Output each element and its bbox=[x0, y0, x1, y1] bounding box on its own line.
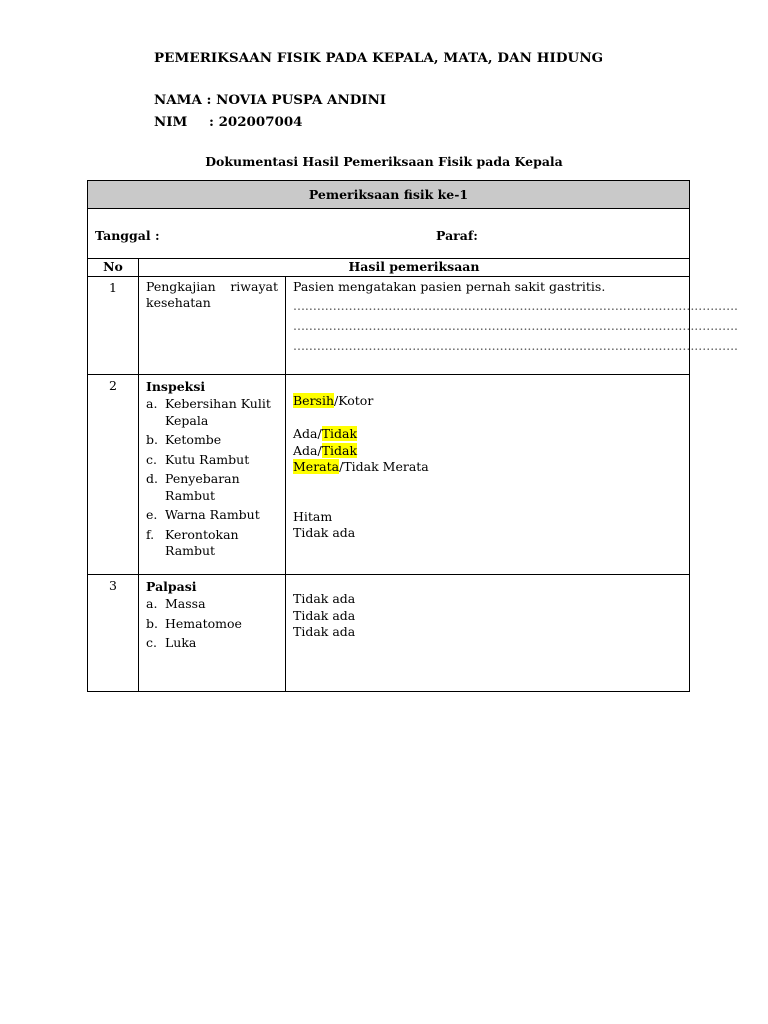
table-row bbox=[88, 375, 690, 575]
result-cell bbox=[286, 375, 690, 575]
col-header-hasil: Hasil pemeriksaan bbox=[139, 259, 690, 277]
result-cell bbox=[286, 277, 739, 375]
dotted-line: ................................................................................................................ bbox=[293, 337, 739, 353]
result-penyebaran: Merata/Tidak Merata bbox=[293, 459, 429, 474]
list-item: e. Warna Rambut bbox=[146, 507, 260, 522]
result-cell bbox=[286, 575, 690, 692]
tanggal-paraf-row bbox=[88, 209, 690, 259]
dotted-line: ................................................................................................................ bbox=[293, 317, 739, 333]
list-item: b. Hematomoe bbox=[146, 615, 242, 631]
list-item: a. Massa bbox=[146, 596, 206, 611]
name-label: NAMA : bbox=[154, 92, 212, 108]
list-item: b. Ketombe bbox=[146, 432, 222, 447]
item-cell bbox=[139, 277, 286, 375]
result-kerontokan: Tidak ada bbox=[293, 525, 356, 540]
list-item: c. Kutu Rambut bbox=[146, 451, 250, 467]
result-luka: Tidak ada bbox=[293, 624, 356, 639]
table-caption: Dokumentasi Hasil Pemeriksaan Fisik pada Kepala bbox=[205, 154, 563, 169]
row-number: 3 bbox=[88, 575, 139, 692]
table-row bbox=[88, 575, 690, 692]
row-number: 1 bbox=[88, 277, 139, 375]
result-kebersihan: Bersih/Kotor bbox=[293, 393, 374, 408]
table-header: Pemeriksaan fisik ke-1 bbox=[88, 181, 690, 209]
item-list bbox=[146, 596, 278, 652]
nim-line bbox=[154, 114, 302, 130]
dotted-line: ................................................................................................................ bbox=[293, 297, 739, 313]
result-ketombe: Ada/Tidak bbox=[293, 426, 358, 441]
examination-table bbox=[87, 180, 739, 692]
list-item: d. Penyebaran Rambut bbox=[146, 471, 240, 503]
item-cell bbox=[139, 575, 286, 692]
result-text: Pasien mengatakan pasien pernah sakit gastritis. bbox=[293, 279, 606, 294]
col-header-no: No bbox=[88, 259, 139, 277]
section-title: Inspeksi bbox=[146, 379, 206, 394]
item-cell bbox=[139, 375, 286, 575]
nim-value: : 202007004 bbox=[209, 114, 303, 130]
row-number: 2 bbox=[88, 375, 139, 575]
result-hematoma: Tidak ada bbox=[293, 607, 356, 623]
list-item: c. Luka bbox=[146, 635, 197, 650]
section-title: Palpasi bbox=[146, 579, 197, 594]
tanggal-label: Tanggal : bbox=[95, 228, 160, 243]
list-item: a. Kebersihan Kulit Kepala bbox=[146, 396, 271, 428]
item-list bbox=[146, 396, 278, 560]
paraf-label: Paraf: bbox=[436, 228, 478, 243]
list-item: f. Kerontokan Rambut bbox=[146, 526, 239, 558]
page-title: PEMERIKSAAN FISIK PADA KEPALA, MATA, DAN HIDUNG bbox=[154, 50, 604, 66]
nim-label: NIM bbox=[154, 114, 188, 130]
item-label: Pengkajian riwayat kesehatan bbox=[146, 279, 278, 310]
table-row bbox=[88, 277, 690, 375]
name-value: NOVIA PUSPA ANDINI bbox=[216, 92, 387, 108]
result-massa: Tidak ada bbox=[293, 591, 356, 606]
result-kutu: Ada/Tidak bbox=[293, 442, 358, 458]
result-warna: Hitam bbox=[293, 508, 333, 524]
name-line bbox=[154, 92, 386, 108]
